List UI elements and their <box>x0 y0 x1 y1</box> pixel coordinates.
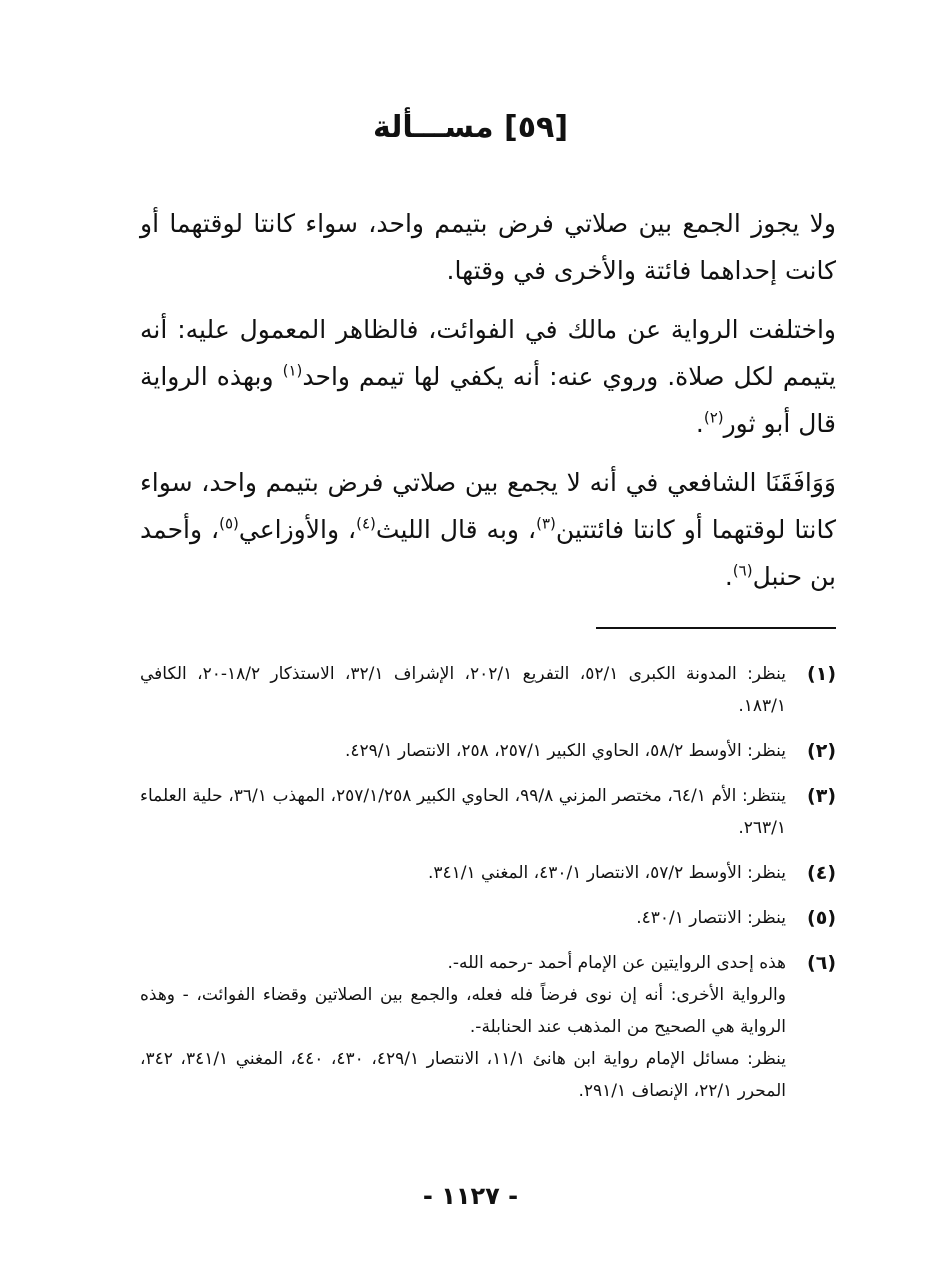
footnote-number: (٤) <box>807 862 836 884</box>
footnote-4 <box>140 857 836 889</box>
main-text <box>140 200 836 612</box>
footnote-ref-3: (٣) <box>536 514 556 533</box>
paragraph-2-part-a: واختلفت الرواية عن مالك في الفوائت، فالظاهر المعمول عليه: أنه يتيمم لكل صلاة. وروي عنه: أنه يكفي لها تيمم واحد <box>140 315 836 391</box>
footnote-1 <box>140 658 836 722</box>
footnote-number: (٢) <box>807 740 836 762</box>
footnote-text: ينظر: المدونة الكبرى ٥٢/١، التفريع ٢٠٢/١، الإشراف ٣٢/١، الاستذكار ١٨/٢-٢٠، الكافي ١٨٣/١. <box>140 664 786 716</box>
section-heading: [٥٩] مســـألة <box>372 110 569 145</box>
paragraph-2-part-c: . <box>695 409 704 438</box>
footnote-number: (٦) <box>807 952 836 974</box>
footnote-2 <box>140 735 836 767</box>
footnote-text: ينظر: الأوسط ٥٨/٢، الحاوي الكبير ٢٥٧/١، ٢٥٨، الانتصار ٤٢٩/١. <box>344 741 786 761</box>
footnotes <box>140 658 836 1120</box>
paragraph-1: ولا يجوز الجمع بين صلاتي فرض بتيمم واحد، سواء كانتا لوقتهما أو كانت إحداهما فائتة والأخرى في وقتها. <box>140 209 836 285</box>
footnote-text: هذه إحدى الروايتين عن الإمام أحمد -رحمه الله-. <box>447 953 786 973</box>
footnote-number: (١) <box>807 663 836 685</box>
footnote-text: ينظر: الأوسط ٥٧/٢، الانتصار ٤٣٠/١، المغني ٣٤١/١. <box>427 863 786 883</box>
footnote-ref-6: (٦) <box>732 561 753 580</box>
footnote-text: ينظر: الانتصار ٤٣٠/١. <box>636 908 786 928</box>
footnote-text: ينتظر: الأم ٦٤/١، مختصر المزني ٩٩/٨، الحاوي الكبير ٢٥٧/١/٢٥٨، المهذب ٣٦/١، حلية العلماء ٢٦٣/١. <box>140 786 787 838</box>
footnote-text: والرواية الأخرى: أنه إن نوى فرضاً فله فعله، والجمع بين الصلاتين وقضاء الفوائت، - وهذه الرواية هي الصحيح من المذهب عند الحنابلة-. <box>140 985 786 1037</box>
paragraph-2 <box>140 306 836 447</box>
footnote-text: ينظر: مسائل الإمام رواية ابن هانئ ١١/١، الانتصار ٤٢٩/١، ٤٣٠، ٤٤٠، المغني ٣٤١/١، ٣٤٢، المحرر ٢٢/١، الإنصاف ٢٩١/١. <box>140 1049 787 1101</box>
footnote-6 <box>140 947 836 1107</box>
paragraph-3-part-d: ، وأحمد بن حنبل <box>140 515 836 591</box>
footnote-number: (٥) <box>807 907 836 929</box>
paragraph-2-part-b: وبهذه الرواية قال أبو ثور <box>140 362 836 438</box>
footnote-ref-2: (٢) <box>703 408 724 427</box>
paragraph-3 <box>140 459 836 600</box>
footnote-ref-5: (٥) <box>219 514 239 533</box>
paragraph-3-part-c: ، والأوزاعي <box>238 515 357 544</box>
paragraph-3-part-e: . <box>724 562 733 591</box>
footnote-separator <box>596 627 836 629</box>
page-number: - ١١٢٧ - <box>422 1182 519 1210</box>
footnote-number: (٣) <box>807 785 836 807</box>
footnote-5 <box>140 902 836 934</box>
footnote-ref-4: (٤) <box>356 514 376 533</box>
footnote-3 <box>140 780 836 844</box>
paragraph-3-part-b: ، وبه قال الليث <box>375 515 537 544</box>
paragraph-3-part-a: وَوَافَقَنَا الشافعي في أنه لا يجمع بين صلاتي فرض بتيمم واحد، سواء كانتا لوقتهما أو كانتا فائتتين <box>140 468 836 544</box>
footnote-ref-1: (١) <box>282 361 303 380</box>
